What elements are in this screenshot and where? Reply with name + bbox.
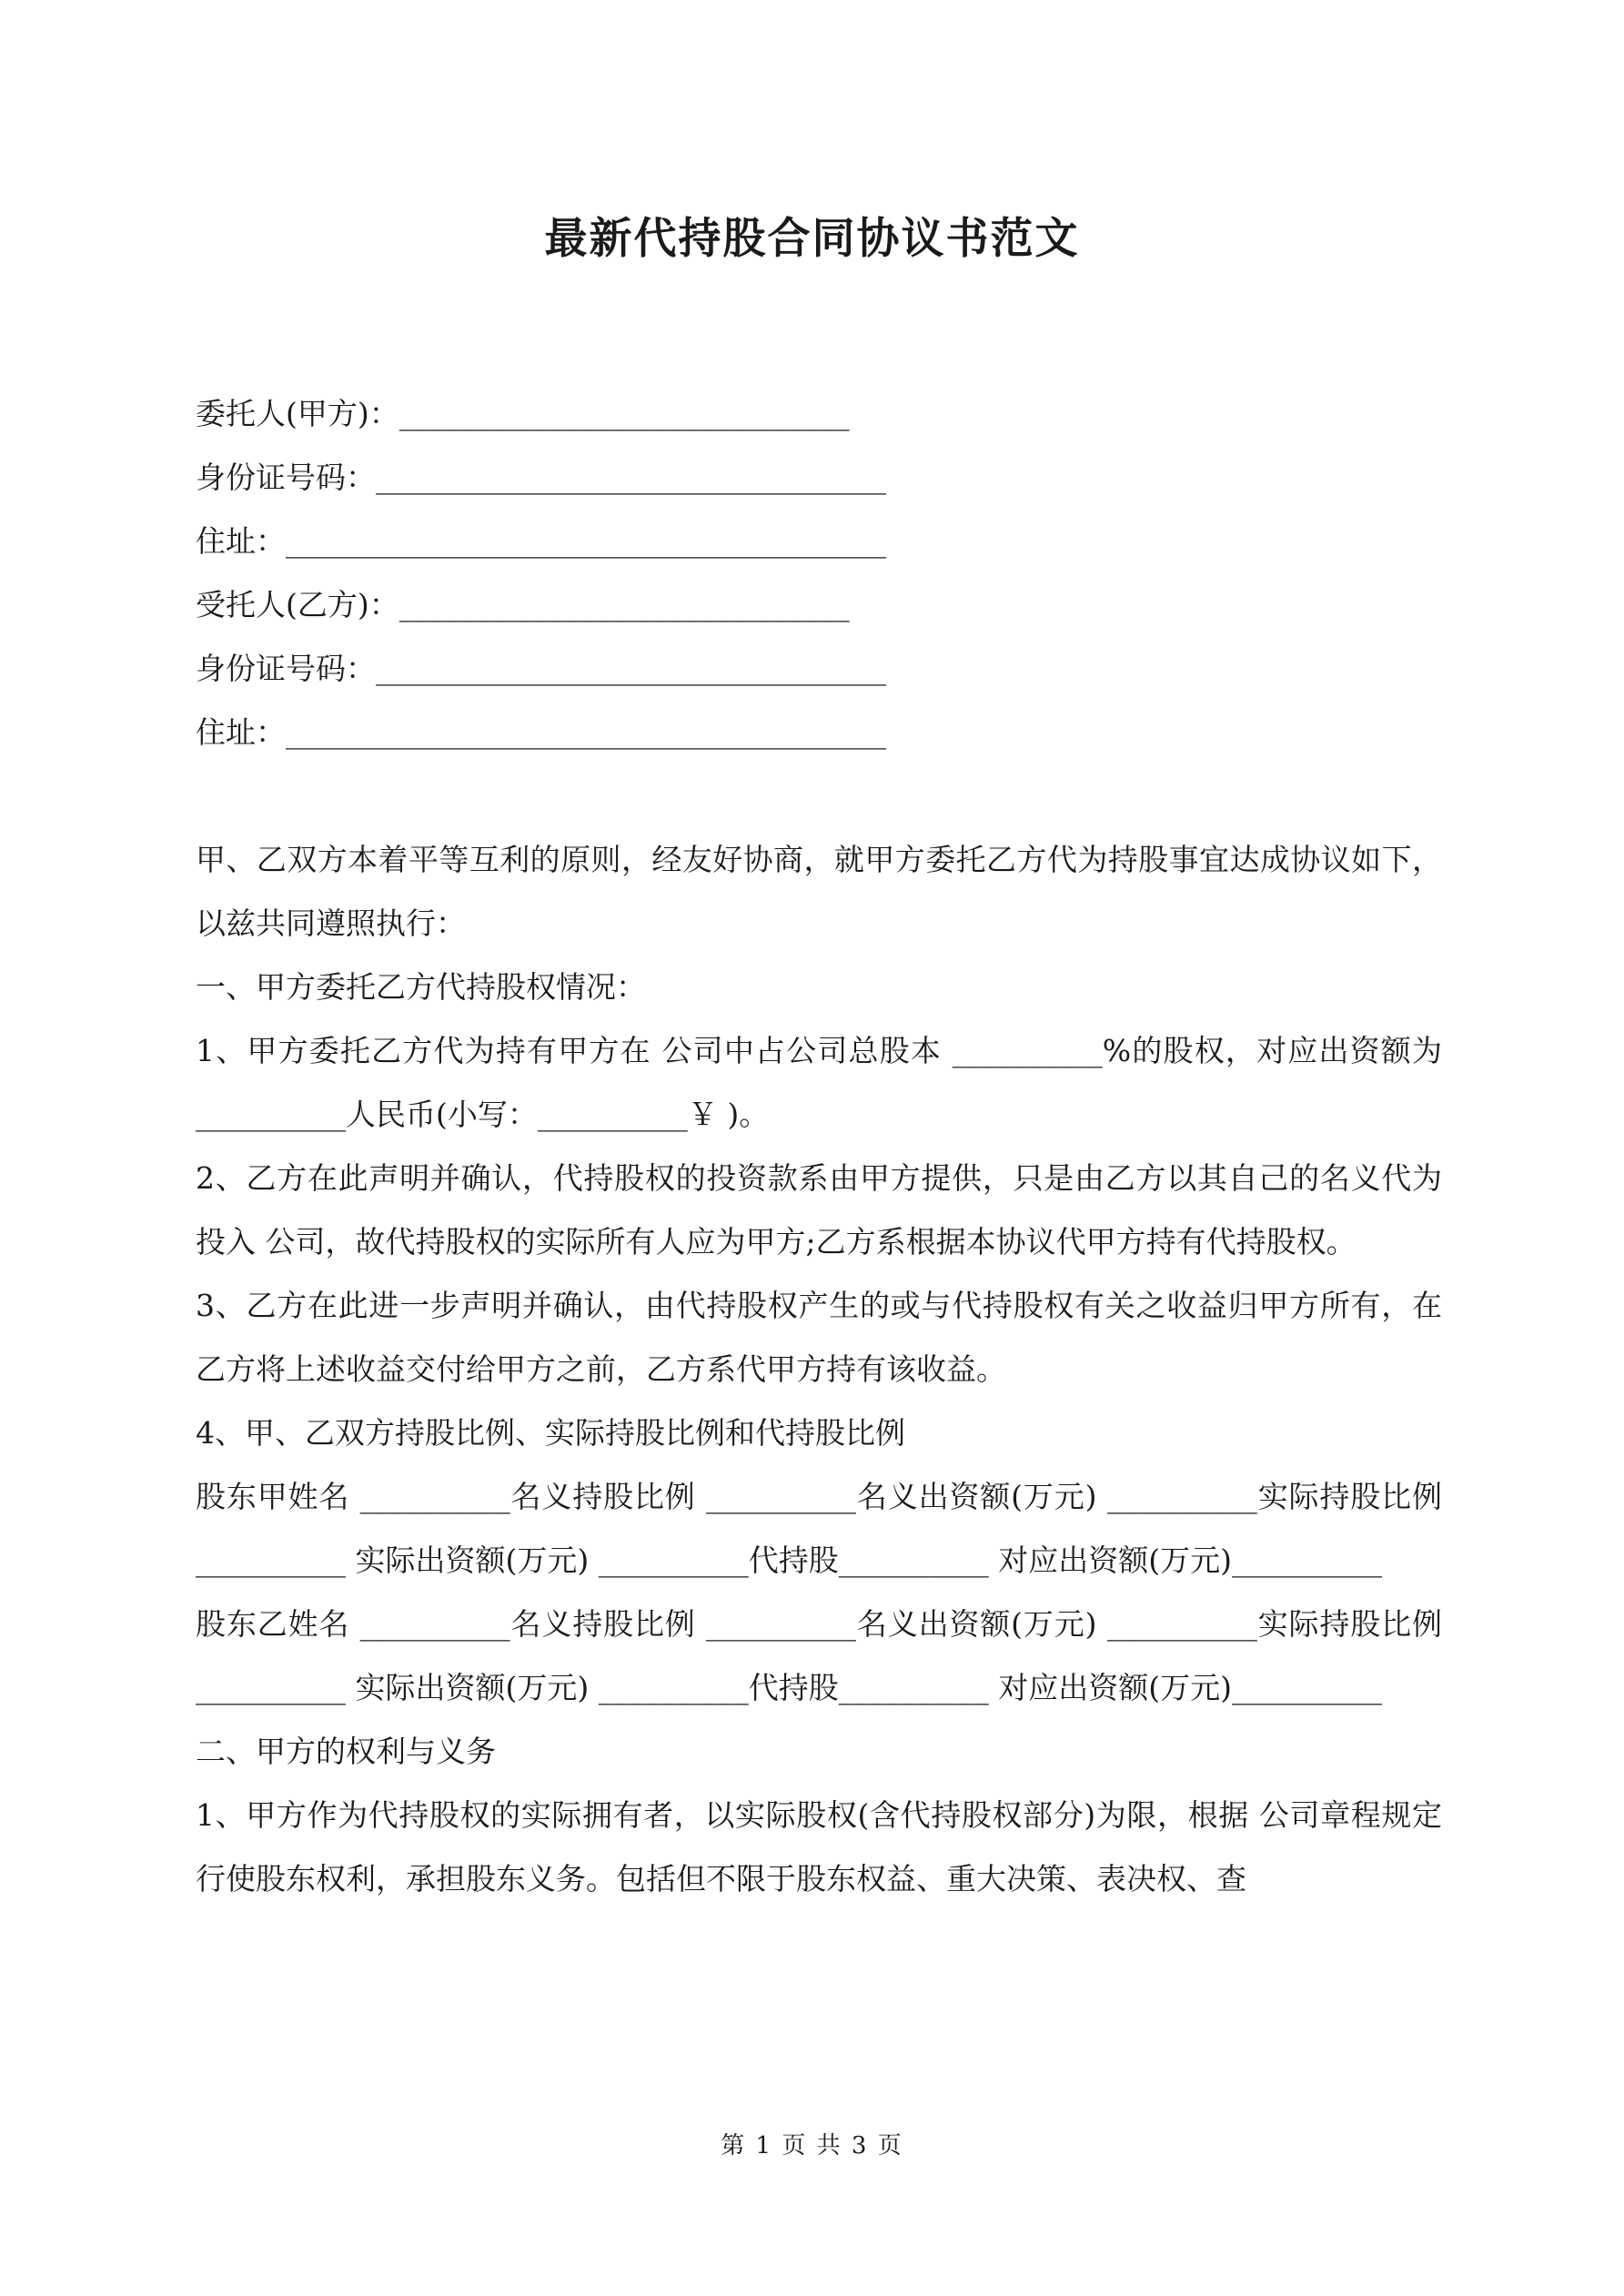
trustee-name-row bbox=[196, 573, 886, 637]
principal-name-label: 委托人(甲方)： bbox=[196, 396, 399, 431]
trustee-id-blank: __________________________________ bbox=[376, 651, 886, 686]
party-info-block bbox=[196, 382, 886, 764]
principal-id-blank: __________________________________ bbox=[376, 460, 886, 495]
section-heading: 二、甲方的权利与义务 bbox=[196, 1734, 496, 1769]
principal-address-blank: ________________________________________ bbox=[286, 523, 886, 559]
principal-name-row bbox=[196, 382, 886, 446]
clause-paragraph: 3、乙方在此进一步声明并确认，由代持股权产生的或与代持股权有关之收益归甲方所有，在乙方将上述收益交付给甲方之前，乙方系代甲方持有该收益。 bbox=[196, 1288, 1442, 1387]
shareholder-b-paragraph: 股东乙姓名 __________名义持股比例 __________名义出资额(万元) __________实际持股比例__________ 实际出资额(万元) __________代持股__________ 对应出资额(万元)__________ bbox=[196, 1606, 1442, 1705]
trustee-name-label: 受托人(乙方)： bbox=[196, 587, 399, 622]
principal-address-row bbox=[196, 510, 886, 573]
principal-name-blank: ______________________________ bbox=[398, 396, 850, 431]
clause-paragraph: 4、甲、乙双方持股比例、实际持股比例和代持股比例 bbox=[196, 1415, 905, 1451]
principal-address-label: 住址： bbox=[196, 523, 286, 559]
principal-id-row bbox=[196, 446, 886, 510]
contract-body bbox=[196, 828, 1442, 1911]
trustee-address-blank: ________________________________________ bbox=[286, 714, 886, 750]
preamble-paragraph: 甲、乙双方本着平等互利的原则，经友好协商，就甲方委托乙方代为持股事宜达成协议如下，以兹共同遵照执行： bbox=[196, 842, 1442, 941]
clause-paragraph: 1、甲方委托乙方代为持有甲方在 公司中占公司总股本 __________%的股权，对应出资额为 __________人民币(小写：__________￥ )。 bbox=[196, 1033, 1442, 1132]
trustee-address-label: 住址： bbox=[196, 714, 286, 750]
section-heading: 一、甲方委托乙方代持股权情况： bbox=[196, 969, 646, 1005]
trustee-id-label: 身份证号码： bbox=[196, 651, 376, 686]
trustee-id-row bbox=[196, 637, 886, 701]
shareholder-a-paragraph: 股东甲姓名 __________名义持股比例 __________名义出资额(万元) __________实际持股比例__________ 实际出资额(万元) __________代持股__________ 对应出资额(万元)__________ bbox=[196, 1479, 1442, 1578]
trustee-name-blank: ______________________________ bbox=[398, 587, 850, 622]
page-title: 最新代持股合同协议书范文 bbox=[544, 214, 1080, 264]
clause-paragraph: 1、甲方作为代持股权的实际拥有者，以实际股权(含代持股权部分)为限，根据 公司章程规定行使股东权利，承担股东义务。包括但不限于股东权益、重大决策、表决权、查 bbox=[196, 1797, 1442, 1896]
page-number-footer: 第 1 页 共 3 页 bbox=[721, 2132, 903, 2159]
trustee-address-row bbox=[196, 701, 886, 764]
principal-id-label: 身份证号码： bbox=[196, 460, 376, 495]
clause-paragraph: 2、乙方在此声明并确认，代持股权的投资款系由甲方提供，只是由乙方以其自己的名义代为投入 公司，故代持股权的实际所有人应为甲方;乙方系根据本协议代甲方持有代持股权。 bbox=[196, 1160, 1442, 1259]
